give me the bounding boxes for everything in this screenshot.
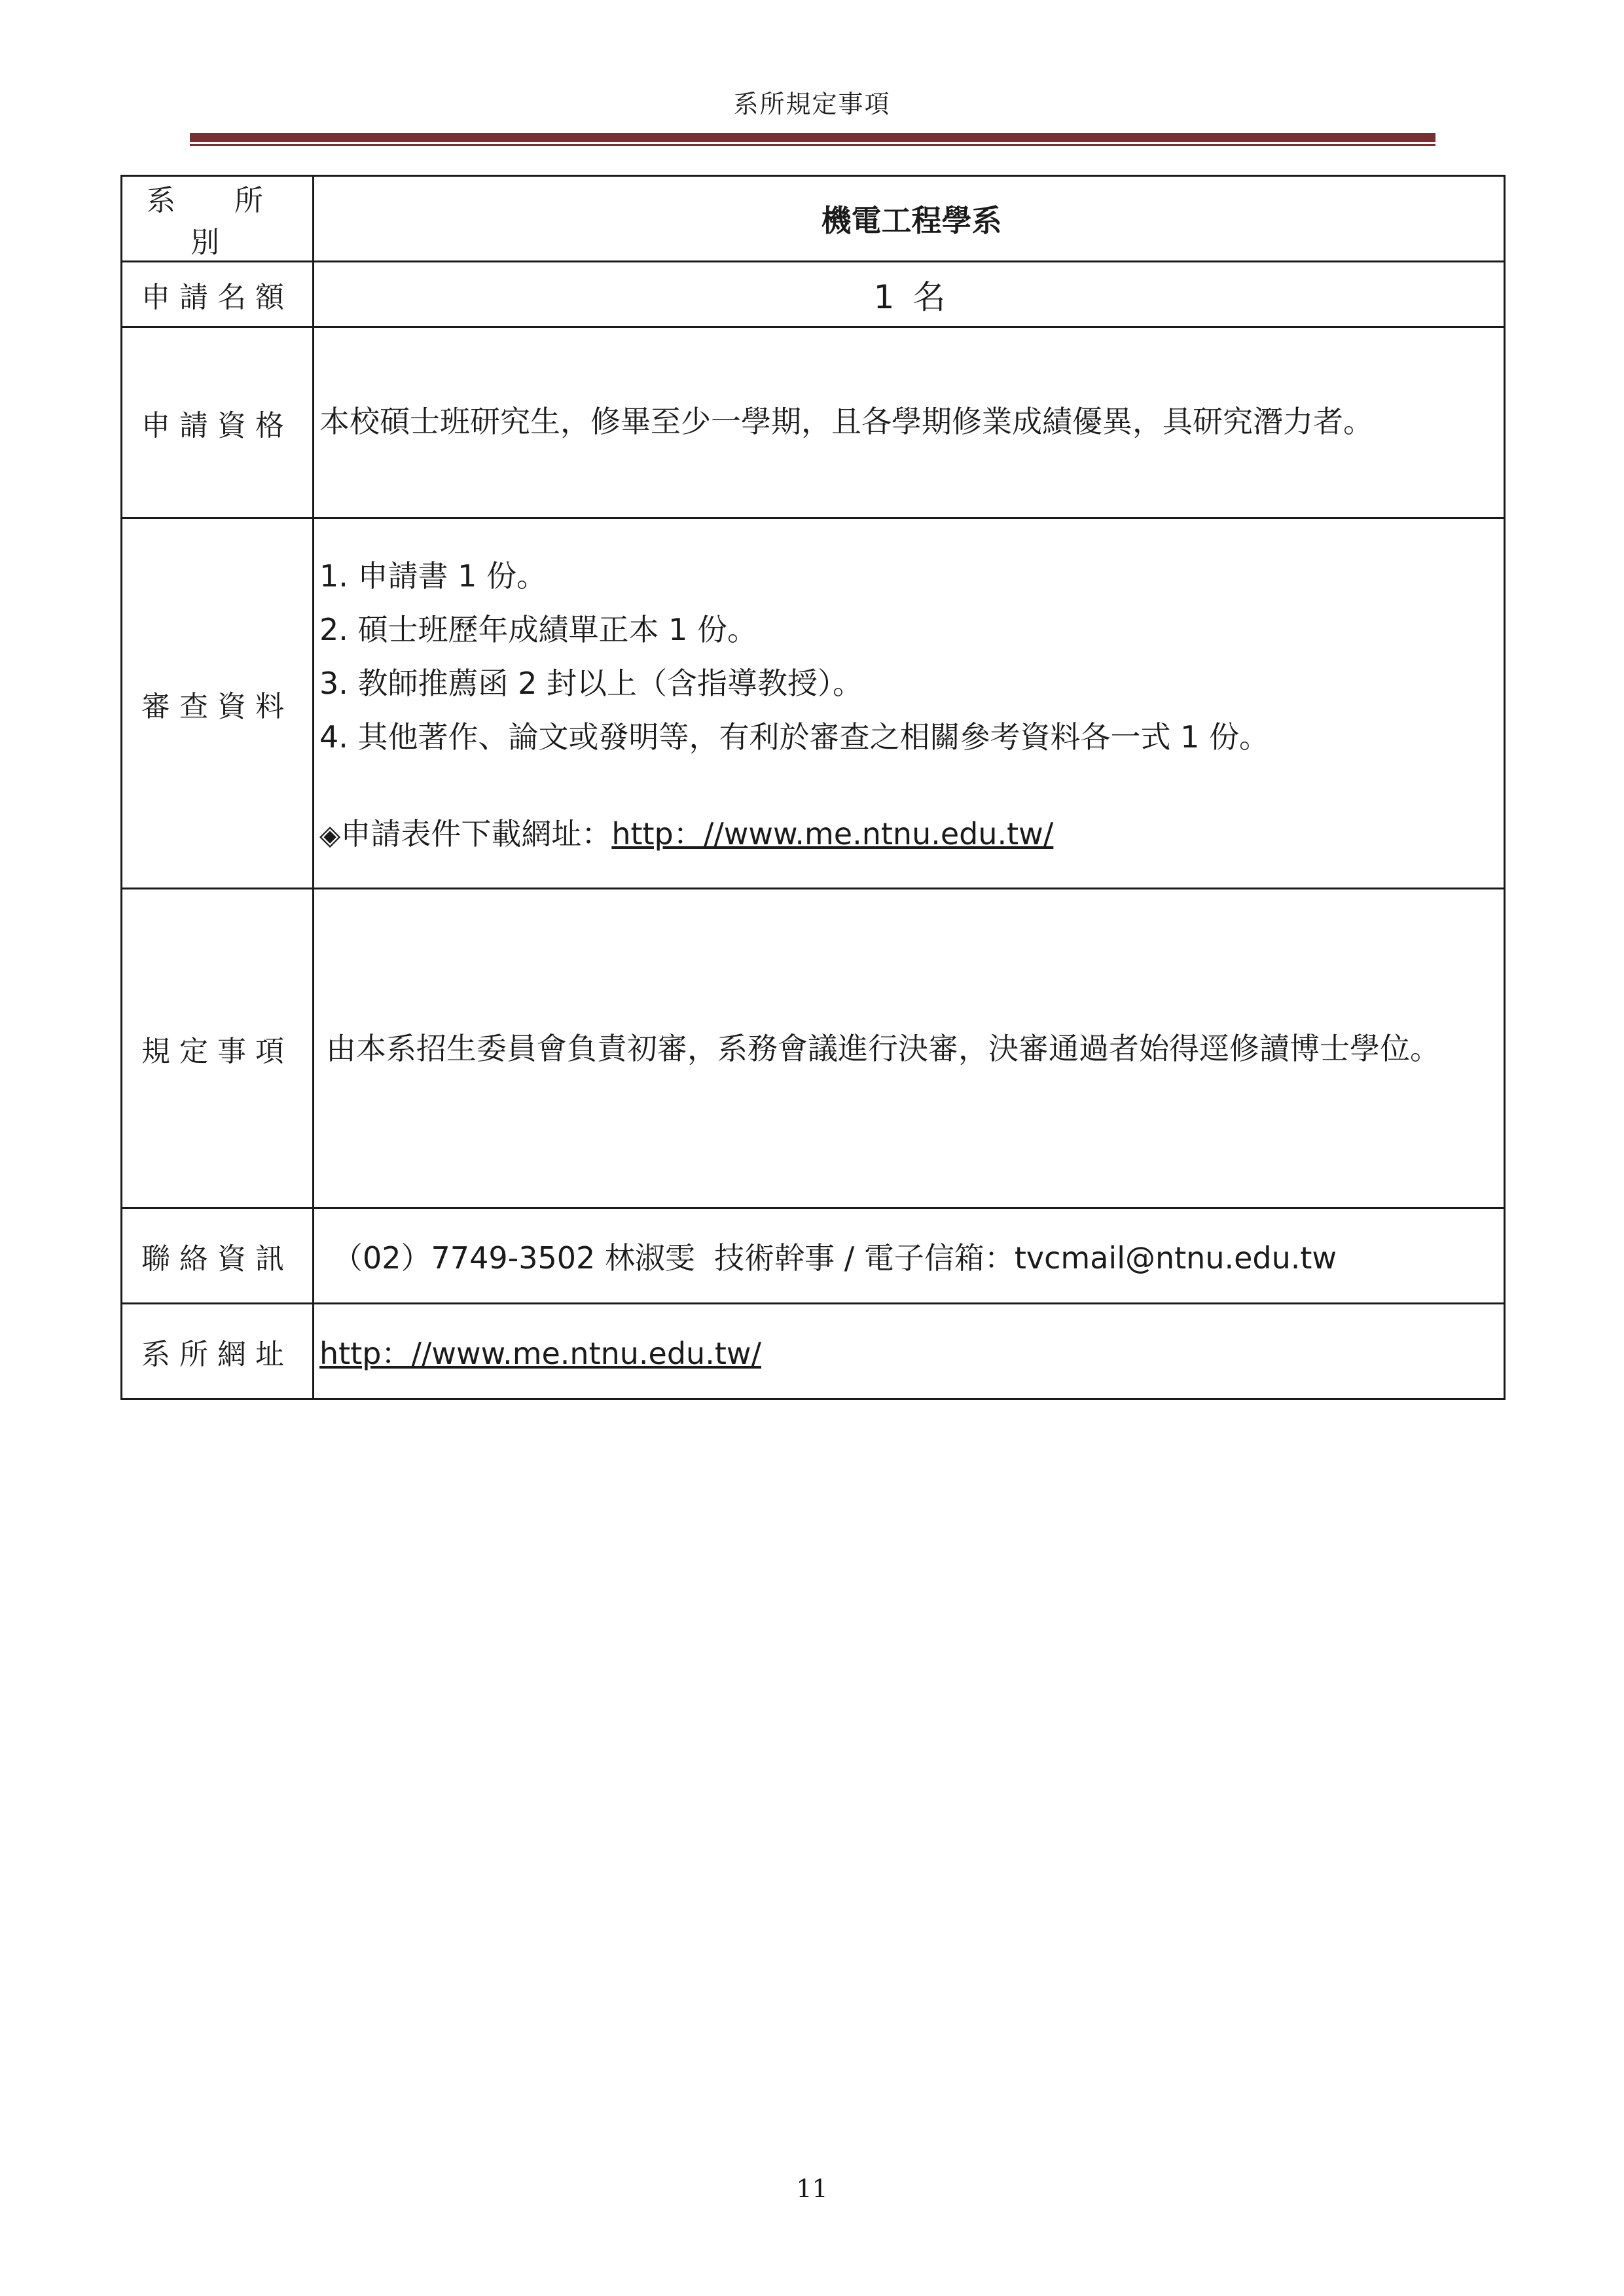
header-rule: [190, 133, 1435, 142]
rules-value-cell: [314, 889, 1505, 1208]
row-contact: [122, 1208, 1505, 1304]
quota-value: 1 名: [873, 278, 950, 316]
documents-label: 審查資料: [122, 518, 314, 889]
documents-value-cell: [314, 518, 1505, 889]
download-line: [319, 811, 1504, 858]
department-name: 機電工程學系: [821, 203, 1002, 238]
header-rule-thin: [190, 144, 1435, 146]
row-eligibility: [122, 327, 1505, 518]
website-link[interactable]: http：//www.me.ntnu.edu.tw/: [319, 1335, 761, 1371]
row-website: [122, 1304, 1505, 1399]
quota-value-cell: [314, 262, 1505, 327]
department-value-cell: [314, 176, 1505, 262]
page-number: 11: [796, 2174, 828, 2203]
row-rules: [122, 889, 1505, 1208]
quota-label: 申請名額: [122, 262, 314, 327]
website-value-cell: [314, 1304, 1505, 1399]
eligibility-label: 申請資格: [122, 327, 314, 518]
download-prefix: 申請表件下載網址：: [340, 816, 612, 852]
document-item: 2. 碩士班歷年成績單正本 1 份。: [319, 611, 758, 647]
contact-value: （02）7749-3502 林淑雯 技術幹事 / 電子信箱：tvcmail@ntnu.edu.tw: [333, 1240, 1337, 1276]
rules-label: 規定事項: [122, 889, 314, 1208]
row-quota: [122, 262, 1505, 327]
department-label: 系 所 別: [122, 176, 314, 262]
eligibility-value: 本校碩士班研究生，修畢至少一學期，且各學期修業成績優異，具研究潛力者。: [314, 327, 1505, 518]
department-info-table: [120, 175, 1506, 1400]
row-documents: [122, 518, 1505, 889]
document-item: 1. 申請書 1 份。: [319, 558, 547, 594]
website-label: 系所網址: [122, 1304, 314, 1399]
contact-value-cell: [314, 1208, 1505, 1304]
document-item: 4. 其他著作、論文或發明等，有利於審查之相關參考資料各一式 1 份。: [319, 719, 1270, 755]
diamond-bullet-icon: ◈: [319, 818, 341, 851]
contact-label: 聯絡資訊: [122, 1208, 314, 1304]
page-header-title: 系所規定事項: [733, 90, 891, 118]
row-department: [122, 176, 1505, 262]
document-item: 3. 教師推薦函 2 封以上（含指導教授）。: [319, 665, 863, 701]
rules-value: 由本系招生委員會負責初審，系務會議進行決審，決審通過者始得逕修讀博士學位。: [326, 1030, 1440, 1066]
download-url-link[interactable]: http：//www.me.ntnu.edu.tw/: [611, 816, 1054, 852]
